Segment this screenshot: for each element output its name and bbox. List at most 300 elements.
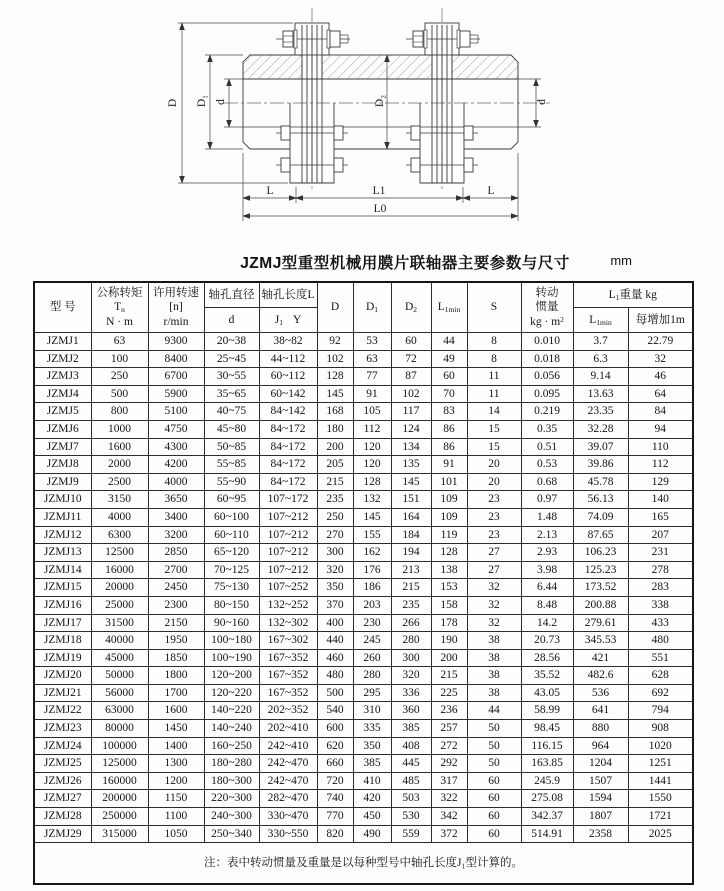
table-row [34, 350, 693, 368]
cell-torque: 125000 [91, 755, 148, 773]
cell-bore_d: 180~300 [204, 772, 259, 790]
cell-bore_d: 140~240 [204, 720, 259, 738]
cell-bore_d: 30~55 [204, 368, 259, 386]
cell-weight_L1min: 56.13 [573, 491, 628, 509]
cell-inertia: 14.2 [521, 614, 573, 632]
cell-D: 168 [317, 403, 353, 421]
cell-D2: 503 [391, 790, 431, 808]
cell-torque: 16000 [91, 561, 148, 579]
cell-torque: 6300 [91, 526, 148, 544]
cell-torque: 250000 [91, 808, 148, 826]
cell-model: JZMJ22 [34, 702, 91, 720]
cell-weight_L1min: 964 [573, 737, 628, 755]
table-row [34, 403, 693, 421]
cell-inertia: 1.48 [521, 508, 573, 526]
cell-L1min: 128 [431, 544, 467, 562]
cell-bore_L: 84~172 [259, 438, 317, 456]
cell-S: 50 [467, 737, 521, 755]
cell-L1min: 257 [431, 720, 467, 738]
cell-D1: 490 [353, 825, 391, 843]
cell-bore_L: 167~302 [259, 632, 317, 650]
cell-inertia: 58.99 [521, 702, 573, 720]
table-row [34, 561, 693, 579]
cell-S: 60 [467, 772, 521, 790]
cell-L1min: 272 [431, 737, 467, 755]
cell-D1: 128 [353, 473, 391, 491]
cell-D: 205 [317, 456, 353, 474]
cell-S: 50 [467, 755, 521, 773]
col-header-weight-group: $L_1$重量 kg [573, 282, 693, 308]
cell-D: 320 [317, 561, 353, 579]
cell-bore_L: 107~212 [259, 508, 317, 526]
cell-weight_per_m: 692 [628, 684, 693, 702]
cell-bore_d: 120~220 [204, 684, 259, 702]
cell-D1: 350 [353, 737, 391, 755]
cell-D2: 235 [391, 596, 431, 614]
note-row [34, 843, 693, 885]
col-header-inertia [521, 282, 573, 333]
col-header-S: S [467, 282, 521, 333]
cell-D1: 63 [353, 350, 391, 368]
cell-torque: 40000 [91, 632, 148, 650]
cell-D1: 176 [353, 561, 391, 579]
dim-label-L-right: L [487, 185, 495, 197]
cell-model: JZMJ1 [34, 333, 91, 351]
cell-L1min: 70 [431, 385, 467, 403]
cell-weight_per_m: 46 [628, 368, 693, 386]
table-row [34, 438, 693, 456]
header-text: 公称转矩 [96, 286, 143, 299]
cell-L1min: 342 [431, 808, 467, 826]
cell-model: JZMJ25 [34, 755, 91, 773]
cell-S: 14 [467, 403, 521, 421]
cell-weight_L1min: 1507 [573, 772, 628, 790]
cell-D: 235 [317, 491, 353, 509]
cell-D2: 117 [391, 403, 431, 421]
cell-D: 250 [317, 508, 353, 526]
cell-D1: 145 [353, 508, 391, 526]
cell-bore_d: 25~45 [204, 350, 259, 368]
table-header [34, 282, 693, 333]
cell-bore_L: 330~550 [259, 825, 317, 843]
cell-bore_L: 84~172 [259, 420, 317, 438]
cell-S: 60 [467, 808, 521, 826]
cell-D2: 213 [391, 561, 431, 579]
cell-weight_L1min: 74.09 [573, 508, 628, 526]
cell-D: 128 [317, 368, 353, 386]
cell-S: 23 [467, 526, 521, 544]
cell-L1min: 119 [431, 526, 467, 544]
cell-D1: 203 [353, 596, 391, 614]
cell-L1min: 178 [431, 614, 467, 632]
cell-D: 540 [317, 702, 353, 720]
cell-bore_L: 242~470 [259, 772, 317, 790]
cell-speed: 1150 [148, 790, 204, 808]
header-text: 转动 [535, 286, 559, 299]
cell-S: 32 [467, 614, 521, 632]
cell-bore_d: 55~85 [204, 456, 259, 474]
cell-bore_L: 84~142 [259, 403, 317, 421]
cell-speed: 1300 [148, 755, 204, 773]
cell-D1: 112 [353, 420, 391, 438]
cell-torque: 800 [91, 403, 148, 421]
cell-D: 370 [317, 596, 353, 614]
cell-D2: 60 [391, 333, 431, 351]
cell-torque: 4000 [91, 508, 148, 526]
cell-torque: 100 [91, 350, 148, 368]
header-text: 许用转速 [153, 286, 199, 299]
cell-D: 200 [317, 438, 353, 456]
cell-D: 440 [317, 632, 353, 650]
cell-D1: 280 [353, 667, 391, 685]
cell-inertia: 28.56 [521, 649, 573, 667]
cell-D1: 91 [353, 385, 391, 403]
cell-L1min: 153 [431, 579, 467, 597]
cell-weight_per_m: 22.79 [628, 333, 693, 351]
cell-model: JZMJ14 [34, 561, 91, 579]
cell-model: JZMJ4 [34, 385, 91, 403]
cell-torque: 12500 [91, 544, 148, 562]
cell-D2: 215 [391, 579, 431, 597]
cell-weight_per_m: 231 [628, 544, 693, 562]
cell-inertia: 8.48 [521, 596, 573, 614]
cell-L1min: 215 [431, 667, 467, 685]
cell-D2: 87 [391, 368, 431, 386]
cell-bore_L: 107~212 [259, 526, 317, 544]
col-header-bore-len: 轴孔长度L [259, 282, 317, 308]
cell-D: 820 [317, 825, 353, 843]
table-row [34, 456, 693, 474]
dim-label-D1: D₁ [196, 94, 208, 108]
cell-weight_per_m: 908 [628, 720, 693, 738]
cell-D2: 124 [391, 420, 431, 438]
cell-weight_per_m: 551 [628, 649, 693, 667]
cell-weight_per_m: 794 [628, 702, 693, 720]
cell-L1min: 91 [431, 456, 467, 474]
cell-D1: 77 [353, 368, 391, 386]
cell-weight_L1min: 1204 [573, 755, 628, 773]
col-header-bore-dia: 轴孔直径 [204, 282, 259, 308]
cell-torque: 1600 [91, 438, 148, 456]
col-header-D2: $D_2$ [391, 282, 431, 333]
dim-label-L0: L0 [373, 203, 387, 215]
cell-bore_d: 75~130 [204, 579, 259, 597]
cell-inertia: 342.37 [521, 808, 573, 826]
cell-S: 20 [467, 473, 521, 491]
table-row [34, 632, 693, 650]
cell-D1: 155 [353, 526, 391, 544]
cell-model: JZMJ9 [34, 473, 91, 491]
cell-D: 145 [317, 385, 353, 403]
col-header-speed [148, 282, 204, 333]
dim-label-d-left: d [215, 99, 227, 105]
cell-model: JZMJ19 [34, 649, 91, 667]
cell-S: 11 [467, 368, 521, 386]
cell-weight_L1min: 6.3 [573, 350, 628, 368]
cell-bore_d: 240~300 [204, 808, 259, 826]
header-text: N · m [106, 315, 133, 328]
cell-speed: 2150 [148, 614, 204, 632]
cell-bore_d: 90~160 [204, 614, 259, 632]
cell-bore_d: 180~280 [204, 755, 259, 773]
cell-bore_d: 40~75 [204, 403, 259, 421]
cell-speed: 1950 [148, 632, 204, 650]
cell-weight_per_m: 140 [628, 491, 693, 509]
cell-bore_L: 60~112 [259, 368, 317, 386]
dim-label-D: D [167, 98, 179, 108]
cell-weight_per_m: 32 [628, 350, 693, 368]
cell-weight_L1min: 1807 [573, 808, 628, 826]
cell-bore_L: 167~352 [259, 649, 317, 667]
table-row [34, 808, 693, 826]
table-row [34, 702, 693, 720]
cell-inertia: 0.53 [521, 456, 573, 474]
table-row [34, 790, 693, 808]
cell-D2: 151 [391, 491, 431, 509]
cell-speed: 2850 [148, 544, 204, 562]
cell-D1: 120 [353, 438, 391, 456]
cell-inertia: 514.91 [521, 825, 573, 843]
cell-weight_per_m: 94 [628, 420, 693, 438]
cell-weight_L1min: 345.53 [573, 632, 628, 650]
cell-D: 400 [317, 614, 353, 632]
cell-D2: 145 [391, 473, 431, 491]
cell-bore_d: 60~95 [204, 491, 259, 509]
cell-bore_L: 84~172 [259, 473, 317, 491]
cell-inertia: 0.219 [521, 403, 573, 421]
unit-label: mm [610, 253, 632, 268]
cell-inertia: 35.52 [521, 667, 573, 685]
cell-D: 620 [317, 737, 353, 755]
cell-inertia: 0.056 [521, 368, 573, 386]
cell-bore_L: 44~112 [259, 350, 317, 368]
cell-speed: 2700 [148, 561, 204, 579]
cell-L1min: 322 [431, 790, 467, 808]
parameters-table [33, 281, 694, 885]
cell-L1min: 86 [431, 420, 467, 438]
cell-S: 15 [467, 420, 521, 438]
cell-S: 38 [467, 684, 521, 702]
col-header-D: D [317, 282, 353, 333]
col-header-weight-per-m: 每增加1m [628, 308, 693, 333]
cell-model: JZMJ27 [34, 790, 91, 808]
cell-model: JZMJ7 [34, 438, 91, 456]
cell-D2: 336 [391, 684, 431, 702]
cell-speed: 3200 [148, 526, 204, 544]
cell-L1min: 109 [431, 508, 467, 526]
col-header-D1: $D_1$ [353, 282, 391, 333]
cell-D: 300 [317, 544, 353, 562]
cell-bore_L: 282~470 [259, 790, 317, 808]
cell-D: 500 [317, 684, 353, 702]
cell-bore_d: 45~80 [204, 420, 259, 438]
cell-D: 460 [317, 649, 353, 667]
cell-weight_L1min: 39.07 [573, 438, 628, 456]
cell-S: 38 [467, 632, 521, 650]
cell-inertia: 0.68 [521, 473, 573, 491]
cell-weight_L1min: 87.65 [573, 526, 628, 544]
header-text: $T_n$ [114, 301, 125, 315]
cell-weight_L1min: 125.23 [573, 561, 628, 579]
table-row [34, 508, 693, 526]
cell-D: 92 [317, 333, 353, 351]
cell-D2: 164 [391, 508, 431, 526]
cell-D1: 53 [353, 333, 391, 351]
cell-bore_d: 35~65 [204, 385, 259, 403]
cell-L1min: 236 [431, 702, 467, 720]
cell-bore_d: 55~90 [204, 473, 259, 491]
cell-bore_L: 107~172 [259, 491, 317, 509]
cell-bore_d: 20~38 [204, 333, 259, 351]
cell-D1: 162 [353, 544, 391, 562]
cell-inertia: 0.018 [521, 350, 573, 368]
cell-bore_L: 242~410 [259, 737, 317, 755]
cell-model: JZMJ6 [34, 420, 91, 438]
cell-inertia: 0.97 [521, 491, 573, 509]
col-header-torque [91, 282, 148, 333]
cell-D2: 485 [391, 772, 431, 790]
cell-L1min: 158 [431, 596, 467, 614]
cell-torque: 250 [91, 368, 148, 386]
cell-model: JZMJ8 [34, 456, 91, 474]
cell-D1: 420 [353, 790, 391, 808]
col-header-model: 型 号 [34, 282, 91, 333]
table-note: 注：表中转动惯量及重量是以每种型号中轴孔长度J₁型计算的。 [34, 843, 693, 885]
cell-S: 23 [467, 508, 521, 526]
cell-D1: 186 [353, 579, 391, 597]
cell-inertia: 163.85 [521, 755, 573, 773]
coupling-diagram-svg [0, 0, 724, 246]
cell-bore_d: 60~100 [204, 508, 259, 526]
cell-model: JZMJ12 [34, 526, 91, 544]
cell-model: JZMJ18 [34, 632, 91, 650]
cell-D1: 260 [353, 649, 391, 667]
cell-D2: 134 [391, 438, 431, 456]
cell-weight_per_m: 338 [628, 596, 693, 614]
table-row [34, 649, 693, 667]
col-header-weight-L1min: $L_{1min}$ [573, 308, 628, 333]
cell-model: JZMJ21 [34, 684, 91, 702]
cell-inertia: 2.93 [521, 544, 573, 562]
cell-D: 180 [317, 420, 353, 438]
cell-D2: 184 [391, 526, 431, 544]
cell-speed: 5100 [148, 403, 204, 421]
cell-weight_L1min: 45.78 [573, 473, 628, 491]
cell-model: JZMJ2 [34, 350, 91, 368]
table-row [34, 614, 693, 632]
cell-speed: 4000 [148, 473, 204, 491]
cell-L1min: 83 [431, 403, 467, 421]
cell-bore_L: 107~212 [259, 561, 317, 579]
cell-torque: 500 [91, 385, 148, 403]
col-header-bore-dia-sym: d [204, 308, 259, 333]
cell-bore_d: 140~220 [204, 702, 259, 720]
header-text: [n] [169, 301, 183, 314]
dim-label-L-left: L [266, 185, 274, 197]
cell-model: JZMJ10 [34, 491, 91, 509]
cell-torque: 31500 [91, 614, 148, 632]
cell-inertia: 245.9 [521, 772, 573, 790]
cell-L1min: 190 [431, 632, 467, 650]
cell-D1: 410 [353, 772, 391, 790]
cell-inertia: 98.45 [521, 720, 573, 738]
cell-bore_d: 250~340 [204, 825, 259, 843]
cell-D2: 300 [391, 649, 431, 667]
cell-D: 600 [317, 720, 353, 738]
table-row [34, 368, 693, 386]
cell-bore_L: 167~352 [259, 667, 317, 685]
dim-label-L1: L1 [372, 185, 386, 197]
cell-S: 27 [467, 561, 521, 579]
cell-model: JZMJ23 [34, 720, 91, 738]
cell-D: 480 [317, 667, 353, 685]
cell-model: JZMJ5 [34, 403, 91, 421]
title-row [0, 248, 724, 278]
cell-torque: 2000 [91, 456, 148, 474]
table-row [34, 737, 693, 755]
cell-bore_d: 80~150 [204, 596, 259, 614]
cell-S: 8 [467, 350, 521, 368]
cell-inertia: 2.13 [521, 526, 573, 544]
cell-L1min: 49 [431, 350, 467, 368]
cell-L1min: 138 [431, 561, 467, 579]
cell-D: 740 [317, 790, 353, 808]
cell-torque: 3150 [91, 491, 148, 509]
cell-D1: 450 [353, 808, 391, 826]
cell-D: 770 [317, 808, 353, 826]
cell-S: 11 [467, 385, 521, 403]
dim-label-d-right: d [536, 99, 548, 105]
cell-bore_d: 160~250 [204, 737, 259, 755]
cell-bore_L: 132~252 [259, 596, 317, 614]
cell-D1: 245 [353, 632, 391, 650]
col-header-bore-len-sym: $J_1$ Y [259, 308, 317, 333]
cell-inertia: 275.08 [521, 790, 573, 808]
cell-torque: 2500 [91, 473, 148, 491]
cell-torque: 80000 [91, 720, 148, 738]
cell-D2: 194 [391, 544, 431, 562]
cell-torque: 25000 [91, 596, 148, 614]
cell-model: JZMJ24 [34, 737, 91, 755]
cell-weight_L1min: 2358 [573, 825, 628, 843]
table-row [34, 544, 693, 562]
cell-S: 27 [467, 544, 521, 562]
cell-bore_d: 70~125 [204, 561, 259, 579]
cell-inertia: 20.73 [521, 632, 573, 650]
cell-L1min: 292 [431, 755, 467, 773]
table-row [34, 491, 693, 509]
cell-weight_per_m: 129 [628, 473, 693, 491]
cell-bore_d: 100~180 [204, 632, 259, 650]
cell-D: 270 [317, 526, 353, 544]
cell-D2: 445 [391, 755, 431, 773]
cell-weight_L1min: 173.52 [573, 579, 628, 597]
cell-weight_per_m: 1441 [628, 772, 693, 790]
cell-weight_L1min: 482.6 [573, 667, 628, 685]
cell-D: 720 [317, 772, 353, 790]
cell-L1min: 86 [431, 438, 467, 456]
cell-torque: 63 [91, 333, 148, 351]
cell-speed: 1850 [148, 649, 204, 667]
cell-S: 32 [467, 579, 521, 597]
cell-weight_L1min: 39.86 [573, 456, 628, 474]
cell-D2: 360 [391, 702, 431, 720]
cell-weight_per_m: 1550 [628, 790, 693, 808]
cell-inertia: 6.44 [521, 579, 573, 597]
cell-weight_per_m: 1721 [628, 808, 693, 826]
cell-weight_per_m: 283 [628, 579, 693, 597]
cell-weight_L1min: 641 [573, 702, 628, 720]
